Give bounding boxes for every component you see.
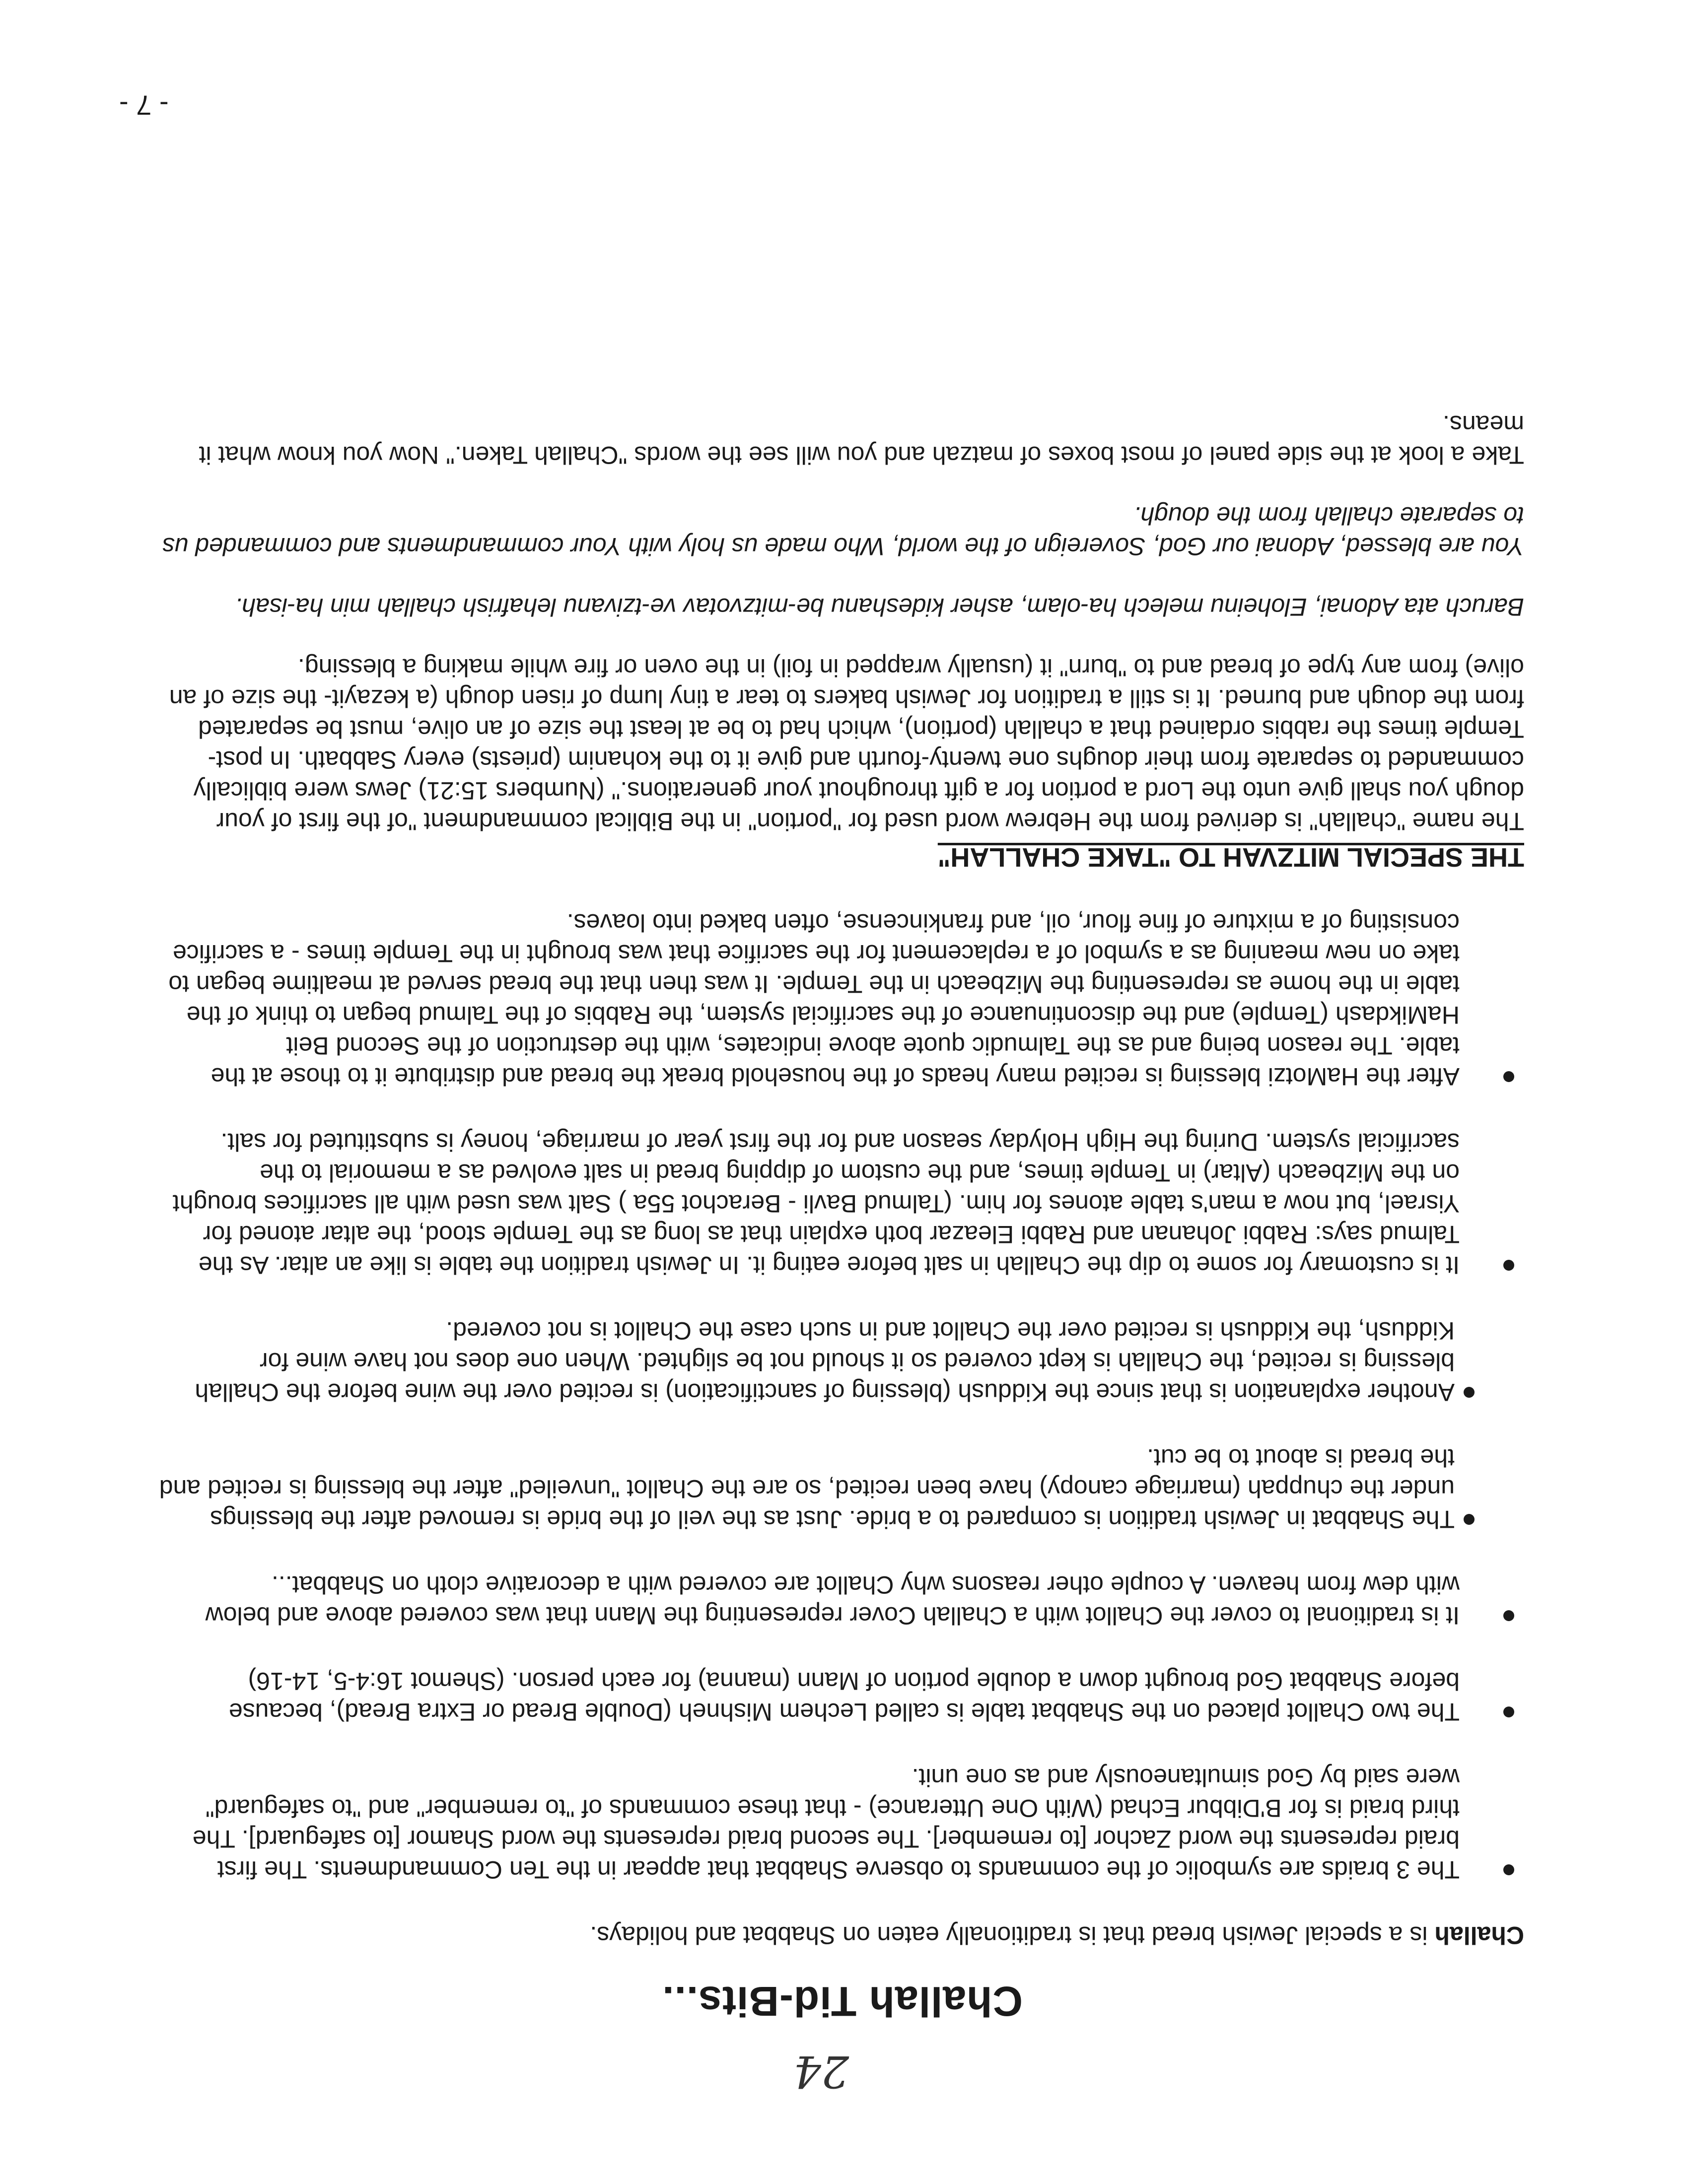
bullet-icon [1503, 1260, 1514, 1271]
bullet-text: It is traditional to cover the Challot with a Challah Cover representing the Mann that was covered above and below with dew from heaven. A couple other reasons why Challot are covered with a decorative cloth on Shabbat... [205, 1571, 1460, 1630]
bullet-icon [1503, 1864, 1514, 1875]
page-title: Challah Tid-Bits... [662, 1978, 1023, 2025]
bullet-text: The two Challot placed on the Shabbat table is called Lechem Mishneh (Double Bread or Extra Bread), because before Shabbat God brought down a double portion of Mann (manna) for each person. (Shemot 16:4-5, 14-16) [228, 1667, 1460, 1726]
bullet-icon [1464, 1514, 1475, 1525]
bullet-icon [1464, 1387, 1475, 1398]
intro-paragraph [159, 1920, 1524, 1951]
bullet-item [159, 1762, 1529, 1885]
section-heading: THE SPECIAL MITZVAH TO "TAKE CHALLAH" [937, 842, 1524, 872]
intro-bold-term: Challah [1434, 1921, 1524, 1949]
bullet-text: The 3 braids are symbolic of the commands to observe Shabbat that appear in the Ten Commandments. The first braid represents the word Zachor [to remember]. The second braid represents the word Shamor [to safeguard]. The third braid is for B'Dibbur Echad (With One Utterance) - that these commands of "to remember" and "to safeguard" were said by God simultaneously and as one unit. [192, 1764, 1460, 1884]
bullet-item [159, 907, 1529, 1092]
bullet-icon [1503, 1706, 1514, 1717]
bullet-text: Another explanation is that since the Kiddush (blessing of sanctification) is recited over the wine before the Challah blessing is recited, the Challah is kept covered so it should not be slighted. When one does not have wine for Kiddush, the Kiddush is recited over the Challot and in such case the Challot is not covered. [195, 1317, 1455, 1406]
bullet-item [159, 1666, 1529, 1727]
intro-text: is a special Jewish bread that is traditionally eaten on Shabbat and holidays. [590, 1921, 1435, 1949]
section-paragraph: The name "challah" is derived from the Hebrew word used for "portion" in the Biblical commandment "of the first of your dough you shall give unto the Lord a portion for a gift throughout your generations." (Numbers 15:21) Jews were biblically commanded to separate from their doughs one twenty-fourth and give it to the kohanim (priests) every Sabbath. In post-Temple times the rabbis ordained that a challah (portion), which had to be at least the size of an olive, must be separated from the dough and burned. It is still a tradition for Jewish bakers to tear a tiny lump of risen dough (a kezayit- the size of an olive) from any type of bread and to "burn" it (usually wrapped in foil) in the oven or fire while making a blessing. [169, 654, 1524, 835]
bullet-text: It is customary for some to dip the Challah in salt before eating it. In Jewish tradition the table is like an altar. As the Talmud says: Rabbi Johanan and Rabbi Eleazar both explain that as long as the Temple stood, the altar atoned for Yisrael, but now a man's table atones for him. (Talmud Bavli - Berachot 55a ) Salt was used with all sacrifices brought on the Mizbeach (Altar) in Temple times, and the custom of dipping bread in salt evolved as a memorial to the sacrificial system. During the High Holyday season and for the first year of marriage, honey is substituted for salt. [172, 1128, 1460, 1279]
bullet-text: The Shabbat in Jewish tradition is compared to a bride. Just as the veil of the bride is removed after the blessings under the chuppah (marriage canopy) have been recited, so are the Challot "unveiled" after the blessing is recited and the bread is about to be cut. [159, 1444, 1455, 1533]
bullet-item [159, 1570, 1529, 1631]
blessing-hebrew: Baruch ata Adonai, Eloheinu melech ha-olam, asher kideshanu be-mitzvotav ve-tzivanu lehafrish challah min ha-isah. [235, 593, 1524, 621]
closing-paragraph: Take a look at the side panel of most boxes of matzah and you will see the words "Challah Taken." Now you know what it means. [199, 410, 1524, 469]
sub-bullet-item [159, 1315, 1529, 1408]
bullet-item [159, 1127, 1529, 1281]
document-body [159, 379, 1529, 1951]
page-number: - 7 - [119, 90, 169, 121]
sub-bullet-item [159, 1442, 1529, 1535]
bullet-icon [1503, 1071, 1514, 1082]
bullet-text: After the HaMotzi blessing is recited many heads of the household break the bread and distribute it to those at the table. The reason being and as the Talmudic quote above indicates, with the destruction of the Second Beit HaMikdash (Temple) and the discontinuance of the sacrificial system, the Rabbis of the Talmud began to think of the table in the home as representing the Mizbeach in the Temple. It was then that the bread served at mealtime began to take on new meaning as a symbol of a replacement for the sacrifice that was brought in the Temple times - a sacrifice consisting of a mixture of fine flour, oil, and frankincense, often baked into loaves. [168, 909, 1460, 1091]
bullet-list [159, 907, 1529, 1885]
bullet-icon [1503, 1610, 1514, 1621]
blessing-english: You are blessed, Adonai our God, Sovereign of the world, Who made us holy with Your commandments and commanded us to separate challah from the dough. [162, 502, 1524, 560]
handwritten-page-mark: 24 [793, 2046, 849, 2097]
